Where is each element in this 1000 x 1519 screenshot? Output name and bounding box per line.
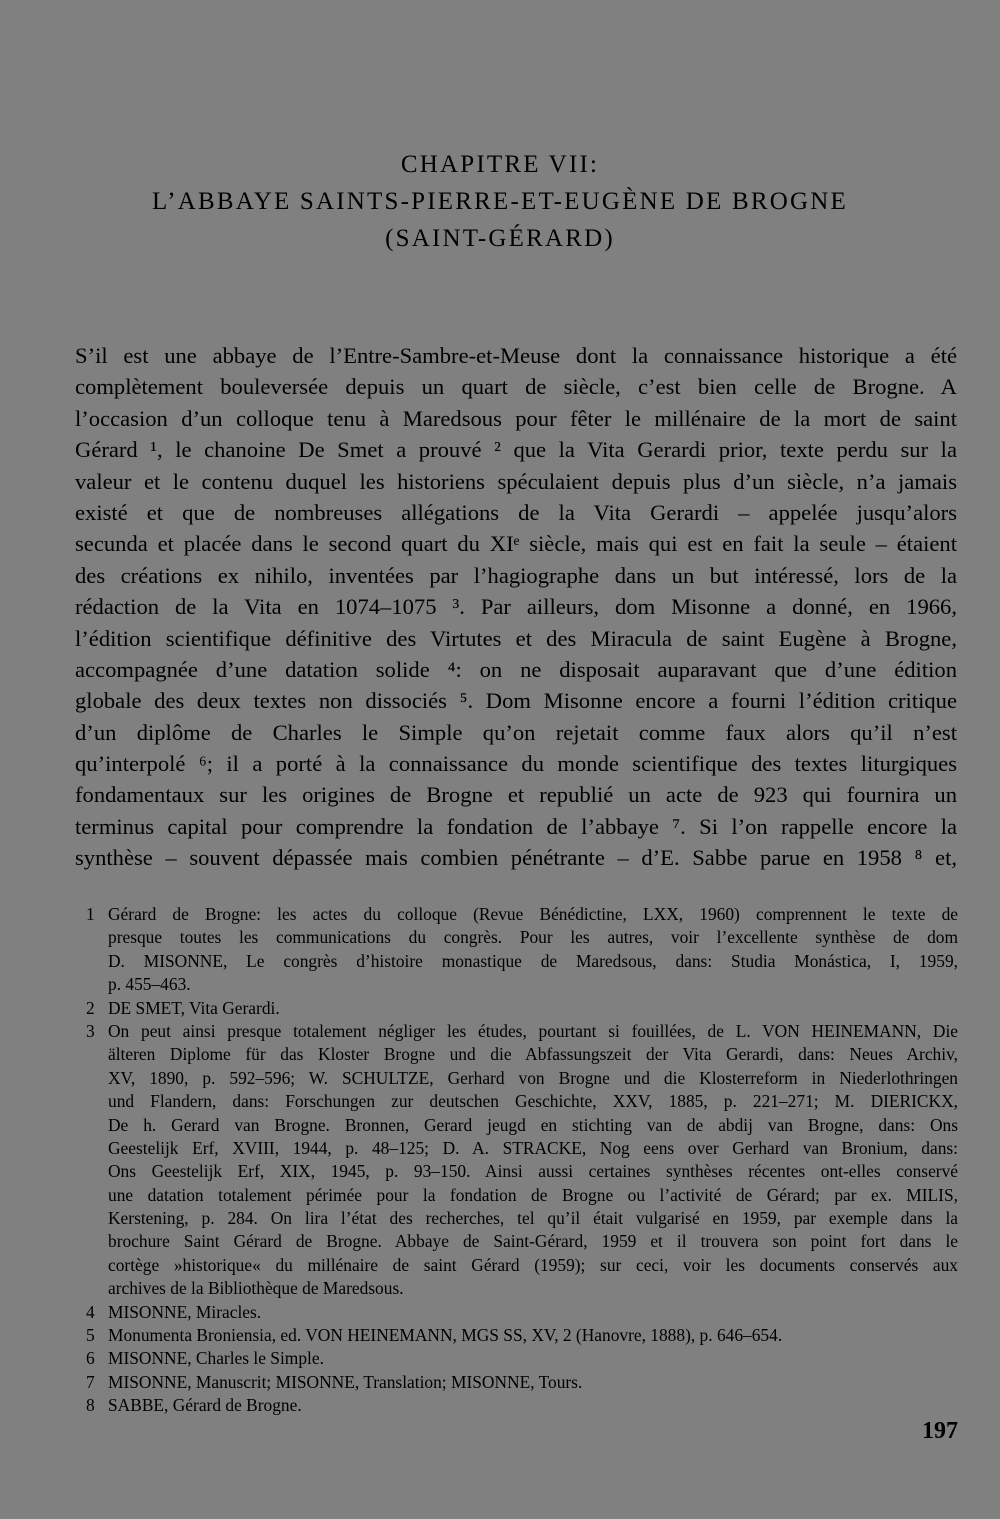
- footnote-number: 7: [86, 1371, 95, 1392]
- footnote-line: brochure Saint Gérard de Brogne. Abbaye de Saint-Gérard, 1959 et il trouvera son point fort dans le: [108, 1231, 958, 1252]
- footnote-text: [108, 1020, 958, 1301]
- footnote-line: Geestelijk Erf, XVIII, 1944, p. 48–125; D. A. STRACKE, Nog eens over Gerhard van Bronium, dans:: [108, 1137, 958, 1158]
- footnote-text: [108, 903, 958, 997]
- body-line: globale des deux textes non dissociés ⁵. Dom Misonne encore a fourni l’édition critique: [75, 688, 957, 714]
- footnote-line: presque toutes les communications du congrès. Pour les autres, voir l’excellente synthèse de dom: [108, 927, 958, 948]
- footnote-text: [108, 1347, 958, 1370]
- body-line: l’occasion d’un colloque tenu à Maredsous pour fêter le millénaire de la mort de saint: [75, 405, 957, 431]
- footnote-text: [108, 1324, 958, 1347]
- body-line: terminus capital pour comprendre la fondation de l’abbaye ⁷. Si l’on rappelle encore la: [75, 813, 957, 839]
- footnote: [86, 1020, 958, 1301]
- footnote-line: Ons Geestelijk Erf, XIX, 1945, p. 93–150. Ainsi aussi certaines synthèses récentes ont-elles conservé: [108, 1161, 958, 1182]
- footnote-line: MISONNE, Miracles.: [108, 1301, 262, 1322]
- footnote-number: 3: [86, 1020, 95, 1041]
- footnote-line: älteren Diplome für das Kloster Brogne und die Abfassungszeit der Vita Gerardi, dans: Neues Archiv,: [108, 1044, 958, 1065]
- page-number: 197: [922, 1418, 958, 1444]
- footnote: [86, 1394, 958, 1417]
- footnote-line: p. 455–463.: [108, 974, 191, 995]
- footnote-text: [108, 1301, 958, 1324]
- footnote-number: 2: [86, 997, 95, 1018]
- body-line: Gérard ¹, le chanoine De Smet a prouvé ² que la Vita Gerardi prior, texte perdu sur la: [75, 437, 957, 463]
- body-line: accompagnée d’une datation solide ⁴: on ne disposait auparavant que d’une édition: [75, 656, 957, 682]
- body-line: rédaction de la Vita en 1074–1075 ³. Par ailleurs, dom Misonne a donné, en 1966,: [75, 594, 957, 620]
- body-line: fondamentaux sur les origines de Brogne et republié un acte de 923 qui fournira un: [75, 782, 957, 808]
- body-paragraph: [75, 340, 957, 874]
- footnote-line: und Flandern, dans: Forschungen zur deutschen Geschichte, XXV, 1885, p. 221–271; M. DIERICKX,: [108, 1091, 958, 1112]
- footnote-line: une datation totalement périmée pour la fondation de Brogne ou l’activité de Gérard; par ex. MILIS,: [108, 1184, 958, 1205]
- chapter-subtitle: (SAINT-GÉRARD): [385, 225, 615, 252]
- body-line: complètement bouleversée depuis un quart de siècle, c’est bien celle de Brogne. A: [75, 374, 957, 400]
- body-line: S’il est une abbaye de l’Entre-Sambre-et-Meuse dont la connaissance historique a été: [75, 343, 957, 368]
- footnote-line: Gérard de Brogne: les actes du colloque (Revue Bénédictine, LXX, 1960) comprennent le texte de: [108, 904, 958, 924]
- footnote-line: De h. Gerard van Brogne. Bronnen, Gerard jeugd en stichting van de abdij van Brogne, dans: Ons: [108, 1114, 958, 1135]
- footnote-line: cortège »historique« du millénaire de saint Gérard (1959); sur ceci, voir les documents conservés aux: [108, 1254, 958, 1275]
- body-line: secunda et placée dans le second quart du XIᵉ siècle, mais qui est en fait la seule – étaient: [75, 531, 957, 557]
- footnote-text: [108, 997, 958, 1020]
- footnote-line: D. MISONNE, Le congrès d’histoire monastique de Maredsous, dans: Studia Monástica, I, 1959,: [108, 950, 958, 971]
- chapter-title: L’ABBAYE SAINTS-PIERRE-ET-EUGÈNE DE BROGNE: [152, 188, 848, 215]
- body-line: l’édition scientifique définitive des Virtutes et des Miracula de saint Eugène à Brogne,: [75, 625, 957, 651]
- footnote: [86, 1371, 958, 1394]
- chapter-heading: [0, 146, 1000, 257]
- footnote-number: 5: [86, 1325, 95, 1346]
- footnote: [86, 997, 958, 1020]
- footnote-line: MISONNE, Manuscrit; MISONNE, Translation; MISONNE, Tours.: [108, 1371, 583, 1392]
- footnote-line: On peut ainsi presque totalement négliger les études, pourtant si fouillées, de L. VON HEINEMANN, Die: [108, 1020, 958, 1041]
- footnote: [86, 1301, 958, 1324]
- body-line: d’un diplôme de Charles le Simple qu’on rejetait comme faux alors qu’il n’est: [75, 719, 957, 745]
- footnote: [86, 903, 958, 997]
- footnote-line: SABBE, Gérard de Brogne.: [108, 1395, 302, 1416]
- footnote-number: 8: [86, 1395, 95, 1416]
- footnote: [86, 1324, 958, 1347]
- footnote-line: Kerstening, p. 284. On lira l’état des recherches, tel qu’il était vulgarisé en 1959, par exemple dans la: [108, 1208, 958, 1229]
- footnote-number: 1: [86, 904, 95, 924]
- body-line: qu’interpolé ⁶; il a porté à la connaissance du monde scientifique des textes liturgiques: [75, 751, 957, 777]
- footnote-line: archives de la Bibliothèque de Maredsous.: [108, 1278, 404, 1299]
- body-line: valeur et le contenu duquel les historiens spéculaient depuis plus d’un siècle, n’a jamais: [75, 468, 957, 494]
- footnote-line: Monumenta Broniensia, ed. VON HEINEMANN, MGS SS, XV, 2 (Hanovre, 1888), p. 646–654.: [108, 1325, 783, 1346]
- footnote-line: XV, 1890, p. 592–596; W. SCHULTZE, Gerhard von Brogne und die Klosterreform in Niederlothringen: [108, 1067, 958, 1088]
- body-line: existé et que de nombreuses allégations de la Vita Gerardi – appelée jusqu’alors: [75, 499, 957, 525]
- footnote-line: MISONNE, Charles le Simple.: [108, 1348, 324, 1369]
- body-line: des créations ex nihilo, inventées par l’hagiographe dans un but intéressé, lors de la: [75, 562, 957, 588]
- footnote-number: 4: [86, 1301, 95, 1322]
- body-line: synthèse – souvent dépassée mais combien pénétrante – d’E. Sabbe parue en 1958 ⁸ et,: [75, 845, 957, 871]
- footnote-line: DE SMET, Vita Gerardi.: [108, 997, 280, 1018]
- footnote-text: [108, 1371, 958, 1394]
- chapter-number: CHAPITRE VII:: [400, 151, 600, 178]
- footnote: [86, 1347, 958, 1370]
- footnote-text: [108, 1394, 958, 1417]
- footnote-number: 6: [86, 1348, 95, 1369]
- footnotes: [86, 903, 958, 1418]
